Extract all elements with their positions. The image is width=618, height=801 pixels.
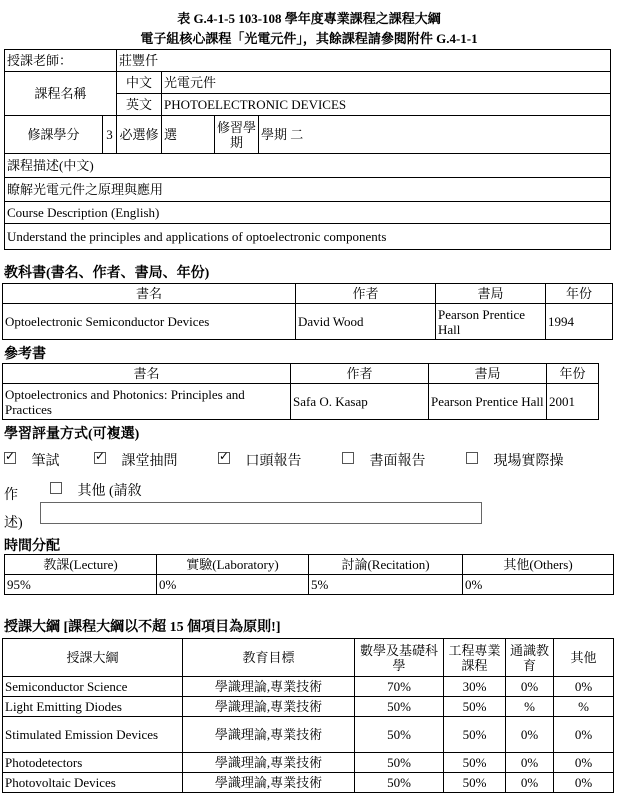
- time-lab: 0%: [157, 575, 309, 595]
- outline-math: 70%: [355, 677, 444, 697]
- doc-subtitle: 電子組核心課程「光電元件」，其餘課程請參閱附件 G.4-1-1: [140, 31, 478, 46]
- required-label: 必選修: [117, 116, 162, 154]
- time-heading: 時間分配: [4, 539, 60, 554]
- practical-checkbox[interactable]: [466, 452, 478, 464]
- reference-publisher: Pearson Prentice Hall: [429, 384, 547, 420]
- desc-en-label: Course Description (English): [5, 202, 611, 224]
- assessment-heading: 學習評量方式(可複選): [4, 427, 140, 442]
- outline-header-general: 通識教育: [506, 639, 554, 677]
- desc-zh-label: 課程描述(中文): [5, 154, 611, 178]
- outline-general: 0%: [506, 677, 554, 697]
- outline-math: 50%: [355, 753, 444, 773]
- outline-general: %: [506, 697, 554, 717]
- term-value: 學期 二: [259, 116, 611, 154]
- outline-topic: Semiconductor Science: [3, 677, 183, 697]
- written-report-checkbox[interactable]: [342, 452, 354, 464]
- outline-other: 0%: [554, 677, 614, 697]
- time-header-recitation: 討論(Recitation): [309, 555, 463, 575]
- time-header-lab: 實驗(Laboratory): [157, 555, 309, 575]
- textbook-header-year: 年份: [546, 284, 613, 304]
- assessment-option-oral: [218, 450, 302, 470]
- other-label-cont: 述): [4, 516, 23, 531]
- reference-heading: 參考書: [4, 347, 46, 362]
- en-label: 英文: [117, 94, 162, 116]
- outline-topic: Photovoltaic Devices: [3, 773, 183, 793]
- outline-math: 50%: [355, 773, 444, 793]
- textbook-year: 1994: [546, 304, 613, 340]
- outline-header-other: 其他: [554, 639, 614, 677]
- practical-label-cont: 作: [4, 488, 18, 503]
- outline-engineering: 50%: [444, 717, 506, 753]
- desc-en: Understand the principles and applications of optoelectronic components: [5, 224, 611, 250]
- zh-course-name: 光電元件: [162, 72, 611, 94]
- other-label: 其他 (請敘: [77, 484, 142, 499]
- reference-title: Optoelectronics and Photonics: Principles and Practices: [3, 384, 291, 420]
- table-row: [3, 717, 614, 753]
- outline-header-objective: 教育目標: [183, 639, 355, 677]
- textbook-author: David Wood: [296, 304, 436, 340]
- doc-title: 表 G.4-1-5 103-108 學年度專業課程之課程大綱: [177, 11, 441, 26]
- outline-header-topic: 授課大綱: [3, 639, 183, 677]
- outline-objective: 學識理論,專業技術: [183, 697, 355, 717]
- outline-general: 0%: [506, 753, 554, 773]
- reference-header-year: 年份: [547, 364, 599, 384]
- time-recitation: 5%: [309, 575, 463, 595]
- textbook-publisher: Pearson Prentice Hall: [436, 304, 546, 340]
- table-row: [3, 697, 614, 717]
- time-table: [4, 554, 614, 595]
- credits-label: 修課學分: [5, 116, 103, 154]
- practical-label: 現場實際操: [493, 454, 564, 469]
- required-value: 選: [162, 116, 215, 154]
- oral-report-checkbox[interactable]: [218, 452, 230, 464]
- table-row: [3, 773, 614, 793]
- assessment-option-quiz: [94, 450, 178, 470]
- zh-label: 中文: [117, 72, 162, 94]
- table-row: [3, 753, 614, 773]
- reference-header-title: 書名: [3, 364, 291, 384]
- outline-general: 0%: [506, 773, 554, 793]
- class-quiz-checkbox[interactable]: [94, 452, 106, 464]
- reference-author: Safa O. Kasap: [291, 384, 429, 420]
- outline-heading: 授課大綱 [課程大綱以不超 15 個項目為原則!]: [4, 620, 281, 635]
- outline-other: 0%: [554, 717, 614, 753]
- outline-topic: Stimulated Emission Devices: [3, 717, 183, 753]
- outline-other: 0%: [554, 753, 614, 773]
- assessment-option-written-report: [342, 450, 426, 470]
- oral-report-label: 口頭報告: [245, 454, 302, 469]
- textbook-header-publisher: 書局: [436, 284, 546, 304]
- table-row: [3, 677, 614, 697]
- outline-math: 50%: [355, 697, 444, 717]
- textbook-table: [2, 283, 613, 340]
- outline-math: 50%: [355, 717, 444, 753]
- outline-objective: 學識理論,專業技術: [183, 717, 355, 753]
- outline-engineering: 50%: [444, 773, 506, 793]
- reference-year: 2001: [547, 384, 599, 420]
- outline-objective: 學識理論,專業技術: [183, 677, 355, 697]
- class-quiz-label: 課堂抽問: [121, 454, 178, 469]
- textbook-header-title: 書名: [3, 284, 296, 304]
- outline-general: 0%: [506, 717, 554, 753]
- outline-table: [2, 638, 614, 793]
- written-exam-checkbox[interactable]: [4, 452, 16, 464]
- textbook-heading: 教科書(書名、作者、書局、年份): [4, 266, 210, 281]
- time-header-lecture: 教課(Lecture): [5, 555, 157, 575]
- outline-objective: 學識理論,專業技術: [183, 753, 355, 773]
- assessment-option-practical: [466, 450, 564, 470]
- time-header-others: 其他(Others): [463, 555, 614, 575]
- outline-topic: Photodetectors: [3, 753, 183, 773]
- outline-objective: 學識理論,專業技術: [183, 773, 355, 793]
- teacher-label: 授課老師：: [5, 50, 117, 72]
- textbook-title: Optoelectronic Semiconductor Devices: [3, 304, 296, 340]
- outline-engineering: 50%: [444, 753, 506, 773]
- assessment-option-written: [4, 450, 60, 470]
- other-input[interactable]: [40, 502, 482, 524]
- outline-engineering: 30%: [444, 677, 506, 697]
- time-lecture: 95%: [5, 575, 157, 595]
- reference-header-publisher: 書局: [429, 364, 547, 384]
- outline-header-math: 數學及基礎科學: [355, 639, 444, 677]
- time-others: 0%: [463, 575, 614, 595]
- outline-other: %: [554, 697, 614, 717]
- course-info-table: [4, 49, 611, 250]
- outline-header-engineering: 工程專業課程: [444, 639, 506, 677]
- course-name-label: 課程名稱: [5, 72, 117, 116]
- teacher-name: 莊豐仟: [117, 50, 611, 72]
- term-label: 修習學期: [215, 116, 259, 154]
- written-report-label: 書面報告: [369, 454, 426, 469]
- other-checkbox[interactable]: [50, 482, 62, 494]
- outline-engineering: 50%: [444, 697, 506, 717]
- reference-header-author: 作者: [291, 364, 429, 384]
- outline-other: 0%: [554, 773, 614, 793]
- assessment-option-other: [50, 480, 142, 500]
- en-course-name: PHOTOELECTRONIC DEVICES: [162, 94, 611, 116]
- textbook-header-author: 作者: [296, 284, 436, 304]
- desc-zh: 瞭解光電元件之原理與應用: [5, 178, 611, 202]
- reference-table: [2, 363, 599, 420]
- written-exam-label: 筆試: [31, 454, 60, 469]
- credits-value: 3: [103, 116, 117, 154]
- outline-topic: Light Emitting Diodes: [3, 697, 183, 717]
